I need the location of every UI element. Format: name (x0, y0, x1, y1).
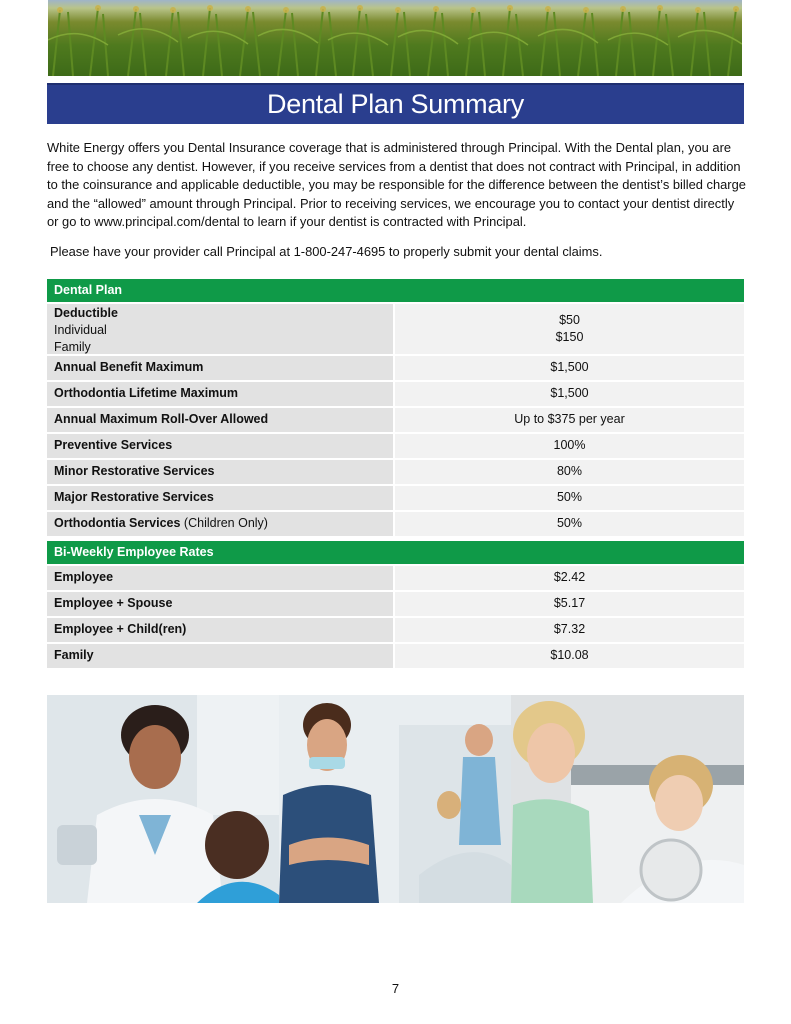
rates-table-header: Bi-Weekly Employee Rates (47, 541, 744, 564)
dental-plan-table (47, 279, 744, 536)
dentist-with-child-photo (47, 695, 279, 903)
table-row (47, 616, 744, 642)
table-row (47, 458, 744, 484)
deductible-label: Deductible (54, 306, 118, 320)
row-value: 50% (395, 486, 744, 510)
row-value: $10.08 (395, 644, 744, 668)
page-title: Dental Plan Summary (47, 83, 744, 124)
table-row (47, 354, 744, 380)
family-label: Family (54, 340, 91, 354)
row-label: Family (47, 644, 393, 668)
row-value: $1,500 (395, 356, 744, 380)
individual-label: Individual (54, 323, 107, 337)
table-row (47, 590, 744, 616)
cornfield-banner-image (48, 0, 742, 76)
row-label: Preventive Services (47, 434, 393, 458)
row-value: Up to $375 per year (395, 408, 744, 432)
hygienist-with-patient-photo (511, 695, 744, 903)
table-row-orthodontia-services (47, 510, 744, 536)
ortho-label-note: (Children Only) (183, 516, 268, 530)
row-value: $2.42 (395, 566, 744, 590)
intro-paragraph: White Energy offers you Dental Insurance coverage that is administered through Principal. With the Dental plan, you are free to choose any dentist. However, if you receive services from a dentist that does not contract with Principal, in addition to the coinsurance and applicable deductible, you may be responsible for the difference between the dentist’s billed charge and the “allowed” amount through Principal. Prior to receiving services, we encourage you to contact your dentist directly or go to www.principal.com/dental to learn if your dentist is contracted with Principal. (47, 140, 746, 230)
row-label: Employee + Child(ren) (47, 618, 393, 642)
dental-photo-strip (47, 695, 744, 903)
row-label: Orthodontia Lifetime Maximum (47, 382, 393, 406)
table-row (47, 380, 744, 406)
row-label (47, 512, 393, 536)
row-label: Employee + Spouse (47, 592, 393, 616)
row-value: 50% (395, 512, 744, 536)
individual-deductible-value: $50 (559, 313, 580, 327)
row-value: $1,500 (395, 382, 744, 406)
row-value: $5.17 (395, 592, 744, 616)
table-row-deductible (47, 302, 744, 354)
table-row (47, 406, 744, 432)
page-number: 7 (391, 981, 400, 996)
row-label: Annual Maximum Roll-Over Allowed (47, 408, 393, 432)
family-deductible-value: $150 (555, 330, 584, 344)
row-label: Annual Benefit Maximum (47, 356, 393, 380)
row-value: $7.32 (395, 618, 744, 642)
deductible-value-cell (395, 304, 744, 354)
claims-call-note: Please have your provider call Principal at 1-800-247-4695 to properly submit your dental claims. (50, 244, 603, 259)
row-label: Minor Restorative Services (47, 460, 393, 484)
employee-rates-table (47, 541, 744, 668)
row-label: Major Restorative Services (47, 486, 393, 510)
deductible-label-cell (47, 304, 393, 354)
dental-plan-table-header: Dental Plan (47, 279, 744, 302)
dentist-arms-crossed-photo (279, 695, 511, 903)
table-row (47, 642, 744, 668)
table-row (47, 432, 744, 458)
table-row (47, 564, 744, 590)
table-row (47, 484, 744, 510)
row-value: 100% (395, 434, 744, 458)
row-value: 80% (395, 460, 744, 484)
row-label: Employee (47, 566, 393, 590)
ortho-label: Orthodontia Services (54, 516, 181, 530)
